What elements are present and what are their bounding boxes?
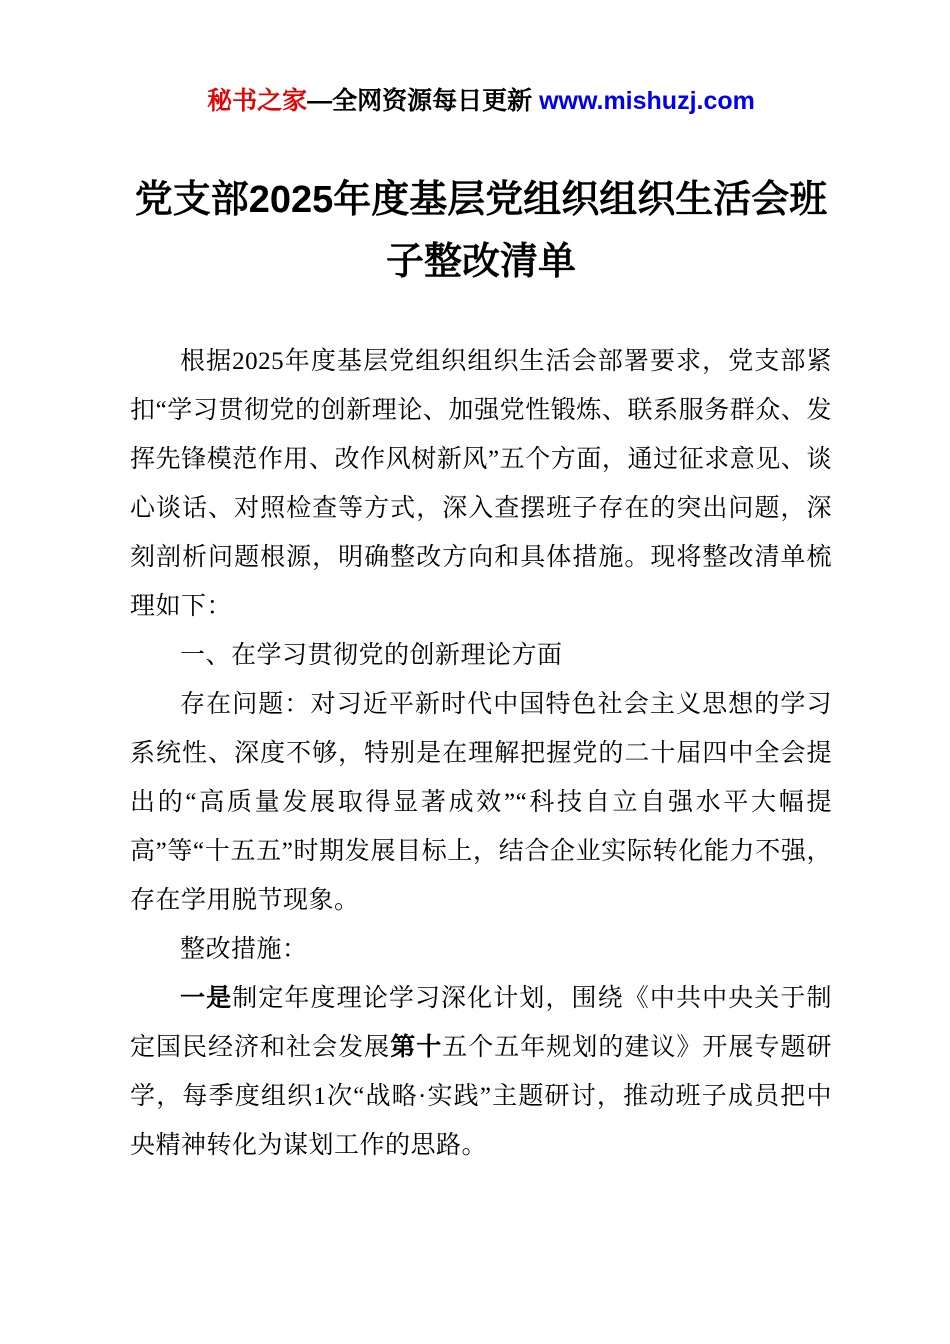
text-run: 一、在学习贯彻党的创新理论方面 <box>180 642 563 669</box>
text-run: 五个五年规划的建议》开展专题研学，每季度组织1次“战略·实践”主题研讨，推动班子成员把中央精神转化为谋划工作的思路。 <box>130 1034 832 1159</box>
paragraph <box>130 974 832 1170</box>
document-title: 党支部2025年度基层党组织组织生活会班子整改清单 <box>134 179 828 283</box>
brand-name: 秘书之家 <box>207 87 308 115</box>
site-header <box>130 85 832 117</box>
text-run: 存在问题：对习近平新时代中国特色社会主义思想的学习系统性、深度不够，特别是在理解把握党的二十届四中全会提出的“高质量发展取得显著成效”“科技自立自强水平大幅提高”等“十五五”时期发展目标上，结合企业实际转化能力不强，存在学用脱节现象。 <box>130 691 832 914</box>
bold-text-run: 第十 <box>390 1034 443 1061</box>
paragraph <box>130 337 832 631</box>
bold-text-run: 一是 <box>180 985 233 1012</box>
text-run: 整改措施： <box>180 936 308 963</box>
paragraph <box>130 925 832 974</box>
paragraph <box>130 631 832 680</box>
text-run: 根据2025年度基层党组织组织生活会部署要求，党支部紧扣“学习贯彻党的创新理论、加强党性锻炼、联系服务群众、发挥先锋模范作用、改作风树新风”五个方面，通过征求意见、谈心谈话、对照检查等方式，深入查摆班子存在的突出问题，深刻剖析问题根源，明确整改方向和具体措施。现将整改清单梳理如下： <box>130 348 832 620</box>
text-run: 制定年度理论学习深化计划，围绕《中共中央关于制定国民经济和社会发展 <box>130 985 832 1061</box>
paragraph <box>130 680 832 925</box>
document-body <box>130 337 832 1170</box>
site-url-link[interactable]: www.mishuzj.com <box>539 87 755 115</box>
header-tagline: —全网资源每日更新 <box>307 87 540 115</box>
